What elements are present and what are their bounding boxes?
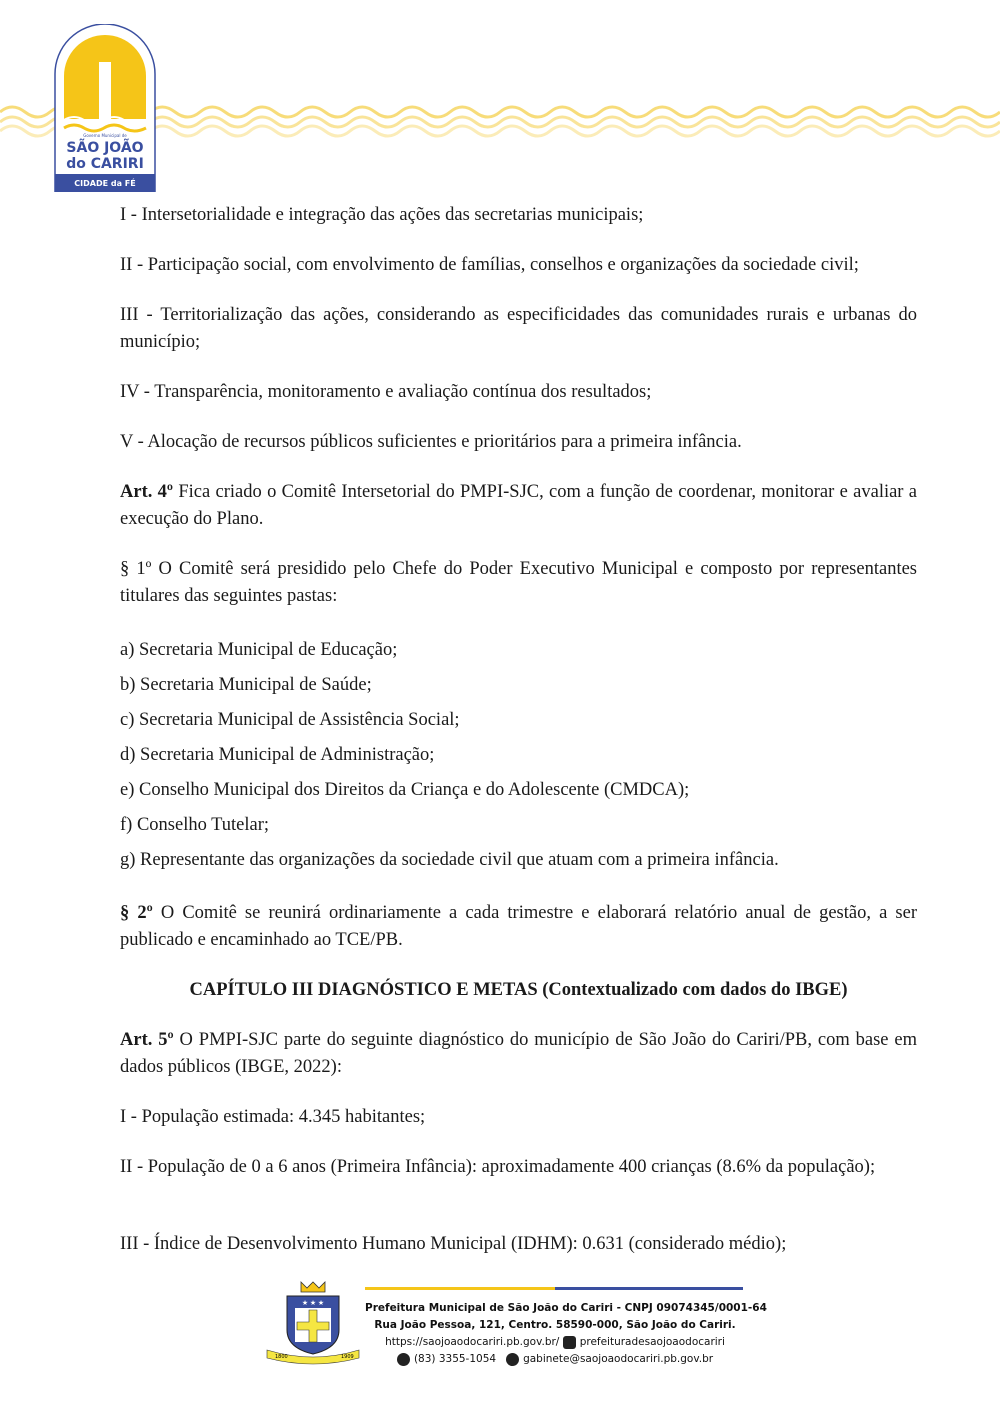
phone-icon <box>397 1353 410 1366</box>
article-5-label: Art. 5º <box>120 1030 174 1050</box>
email-icon <box>506 1353 519 1366</box>
footer-rule-blue <box>555 1287 743 1290</box>
article-5 <box>120 1027 917 1081</box>
principle-1: I - Intersetorialidade e integração das ações das secretarias municipais; <box>120 205 644 225</box>
paragraph-2-text: O Comitê se reunirá ordinariamente a cada trimestre e elaborará relatório anual de gestão, a ser publicado e encaminhado ao TCE/PB. <box>120 903 917 950</box>
website-link[interactable]: https://saojoaodocariri.pb.gov.br/ <box>385 1336 560 1348</box>
chapter-heading: CAPÍTULO III DIAGNÓSTICO E METAS (Contextualizado com dados do IBGE) <box>189 980 848 1000</box>
list-item: a) Secretaria Municipal de Educação; <box>120 640 398 660</box>
principle-4: IV - Transparência, monitoramento e avaliação contínua dos resultados; <box>120 382 652 402</box>
list-item: f) Conselho Tutelar; <box>120 815 270 835</box>
municipality-logo <box>54 24 156 192</box>
article-4-label: Art. 4º <box>120 482 174 502</box>
svg-text:do CARIRI: do CARIRI <box>66 156 144 172</box>
list-item: c) Secretaria Municipal de Assistência Social; <box>120 710 460 730</box>
paragraph-2-label: § 2º <box>120 903 153 923</box>
list-item: g) Representante das organizações da sociedade civil que atuam com a primeira infância. <box>120 850 779 870</box>
svg-text:1909: 1909 <box>341 1354 354 1360</box>
diagnostic-3: III - Índice de Desenvolvimento Humano Municipal (IDHM): 0.631 (considerado médio); <box>120 1234 787 1254</box>
article-5-text: O PMPI-SJC parte do seguinte diagnóstico do município de São João do Cariri/PB, com base em dados públicos (IBGE, 2022): <box>120 1030 918 1077</box>
svg-text:Governo Municipal de: Governo Municipal de <box>83 133 127 138</box>
principle-3: III - Territorialização das ações, considerando as especificidades das comunidades rurais e urbanas do município; <box>120 305 917 352</box>
footer-line-1: Prefeitura Municipal de São João do Cariri - CNPJ 09074345/0001-64 <box>365 1302 767 1314</box>
diagnostic-2: II - População de 0 a 6 anos (Primeira Infância): aproximadamente 400 crianças (8.6% da população); <box>120 1157 876 1177</box>
paragraph-2 <box>120 900 917 954</box>
diagnostic-1: I - População estimada: 4.345 habitantes; <box>120 1107 426 1127</box>
instagram-icon <box>563 1336 576 1349</box>
svg-text:CIDADE da FÉ: CIDADE da FÉ <box>74 179 136 188</box>
article-4-text: Fica criado o Comitê Intersetorial do PMPI-SJC, com a função de coordenar, monitorar e avaliar a execução do Plano. <box>120 482 917 529</box>
footer-contact <box>365 1300 767 1368</box>
svg-text:1800: 1800 <box>275 1354 288 1360</box>
list-item: b) Secretaria Municipal de Saúde; <box>120 675 372 695</box>
article-4 <box>120 479 917 533</box>
footer-line-2: Rua João Pessoa, 121, Centro. 58590-000, São João do Cariri. <box>374 1319 736 1331</box>
principle-5: V - Alocação de recursos públicos suficientes e prioritários para a primeira infância. <box>120 432 742 452</box>
list-item: d) Secretaria Municipal de Administração; <box>120 745 435 765</box>
list-item: e) Conselho Municipal dos Direitos da Criança e do Adolescente (CMDCA); <box>120 780 690 800</box>
phone-number: (83) 3355-1054 <box>413 1353 497 1365</box>
svg-text:SÃO JOÃO: SÃO JOÃO <box>66 140 144 156</box>
paragraph-1: § 1º O Comitê será presidido pelo Chefe do Poder Executivo Municipal e composto por representantes titulares das seguintes pastas: <box>120 559 917 606</box>
principle-2: II - Participação social, com envolvimento de famílias, conselhos e organizações da sociedade civil; <box>120 255 859 275</box>
municipal-crest <box>265 1280 361 1366</box>
footer-rule-yellow <box>365 1287 555 1290</box>
committee-list <box>120 633 917 878</box>
instagram-handle[interactable]: prefeituradesaojoaodocariri <box>579 1336 725 1348</box>
email-link[interactable]: gabinete@saojoaodocariri.pb.gov.br <box>523 1353 714 1365</box>
svg-text:★ ★ ★: ★ ★ ★ <box>301 1299 325 1307</box>
